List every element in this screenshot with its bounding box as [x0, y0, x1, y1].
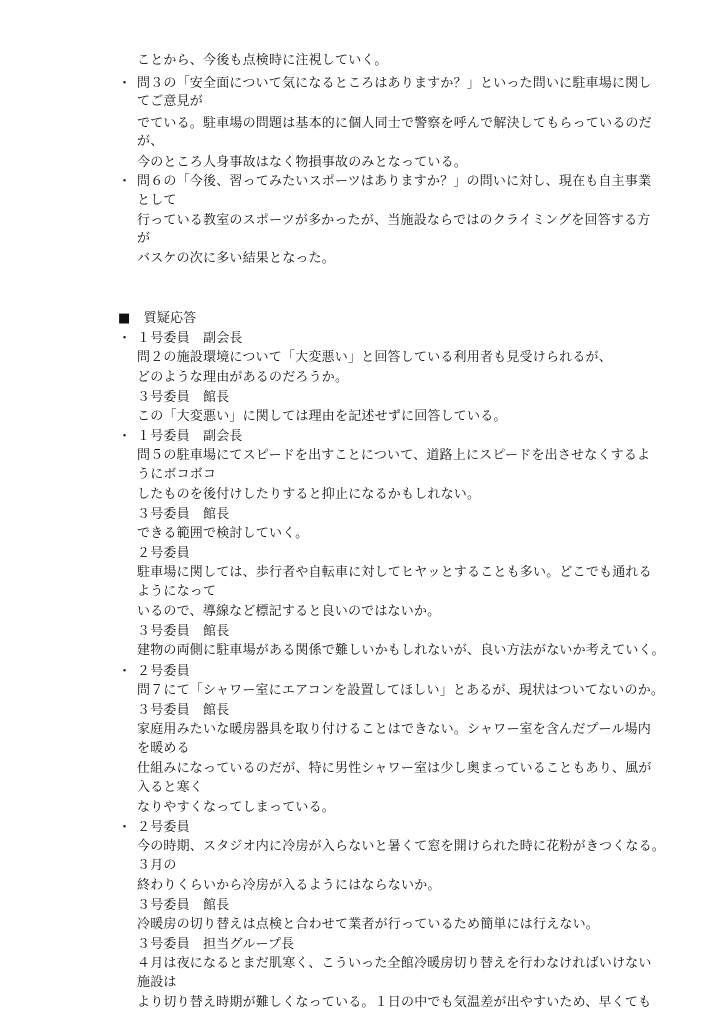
text-line: どのような理由があるのだろうか。 — [137, 370, 349, 385]
text-line: 問６の「今後、習ってみたいスポーツはありますか？」の問いに対し、現在も自主事業 — [137, 174, 652, 189]
text-line: 冷暖房の切り替えは点検と合わせて業者が行っているため簡単には行えない。 — [137, 917, 600, 932]
text-line: うにボコボコ — [137, 467, 217, 482]
text-line: 入ると寒く — [137, 780, 204, 795]
speaker-label: １号委員 副会長 — [137, 331, 243, 346]
speaker-label: ３号委員 館長 — [137, 390, 230, 405]
text-line: 建物の両側に駐車場がある関係で難しいかもしれないが、良い方法がないか考えていく。 — [137, 643, 665, 658]
speaker-label: ３号委員 館長 — [137, 624, 230, 639]
text-line: 駐車場に関しては、歩行者や自転車に対してヒヤッとすることも多い。どこでも通れる — [137, 565, 652, 580]
bullet: ・ — [118, 331, 132, 346]
speaker-label: ３号委員 担当グループ長 — [137, 937, 295, 952]
bullet: ・ — [118, 174, 132, 189]
speaker-label: ３号委員 館長 — [137, 507, 230, 522]
text-line: ことから、今後も点検時に注視していく。 — [137, 53, 388, 68]
text-line: 終わりくらいから冷房が入るようにはならないか。 — [137, 878, 441, 893]
text-line: できる範囲で検討していく。 — [137, 526, 309, 541]
text-line: 行っている教室のスポーツが多かったが、当施設ならではのクライミングを回答する方 — [137, 213, 651, 228]
text-line: 問７にて「シャワー室にエアコンを設置してほしい」とあるが、現状はついてないのか。 — [137, 683, 665, 698]
bullet: ・ — [118, 820, 132, 835]
text-line: 問５の駐車場にてスピードを出すことについて、道路上にスピードを出させなくするよ — [137, 448, 651, 463]
speaker-label: ２号委員 — [137, 664, 190, 679]
text-line: でている。駐車場の問題は基本的に個人同士で警察を呼んで解決してもらっているのだ — [137, 116, 652, 131]
text-line: ３月の — [137, 858, 177, 873]
text-line: なりやすくなってしまっている。 — [137, 800, 336, 815]
text-line: 仕組みになっているのだが、特に男性シャワー室は少し奥まっていることもあり、風が — [137, 761, 652, 776]
speaker-label: ２号委員 — [137, 546, 190, 561]
bullet: ・ — [118, 76, 132, 91]
text-line: ４月は夜になるとまだ肌寒く、こういった全館冷暖房切り替えを行わなければいけない — [137, 956, 652, 971]
text-line: 今のところ人身事故はなく物損事故のみとなっている。 — [137, 155, 468, 170]
text-line: ようになって — [137, 584, 217, 599]
section-heading: ■ 質疑応答 — [118, 311, 197, 326]
speaker-label: ２号委員 — [137, 820, 190, 835]
text-line: が、 — [137, 134, 164, 149]
text-line: として — [137, 193, 177, 208]
speaker-label: ３号委員 館長 — [137, 703, 230, 718]
text-line: 家庭用みたいな暖房器具を取り付けることはできない。シャワー室を含んだプール場内 — [137, 722, 651, 737]
text-line: 問３の「安全面について気になるところはありますか？」といった問いに駐車場に関し — [137, 76, 652, 91]
text-line: バスケの次に多い結果となった。 — [137, 251, 336, 266]
text-line: てご意見が — [137, 94, 204, 109]
text-line: 問２の施設環境について「大変悪い」と回答している利用者も見受けられるが、 — [137, 350, 612, 365]
text-line: より切り替え時期が難しくなっている。１日の中でも気温差が出やすいため、早くても — [137, 995, 652, 1010]
text-line: 施設は — [137, 975, 177, 990]
text-line: が — [137, 231, 151, 246]
speaker-label: １号委員 副会長 — [137, 429, 243, 444]
text-line: を暖める — [137, 741, 190, 756]
text-line: したものを後付けしたりすると抑止になるかもしれない。 — [137, 487, 481, 502]
text-line: 今の時期、スタジオ内に冷房が入らないと暑くて窓を開けられた時に花粉がきつくなる。 — [137, 839, 666, 854]
text-line: この「大変悪い」に関しては理由を記述せずに回答している。 — [137, 409, 507, 424]
text-line: いるので、導線など標記すると良いのではないか。 — [137, 604, 441, 619]
bullet: ・ — [118, 429, 132, 444]
speaker-label: ３号委員 館長 — [137, 898, 230, 913]
bullet: ・ — [118, 664, 132, 679]
